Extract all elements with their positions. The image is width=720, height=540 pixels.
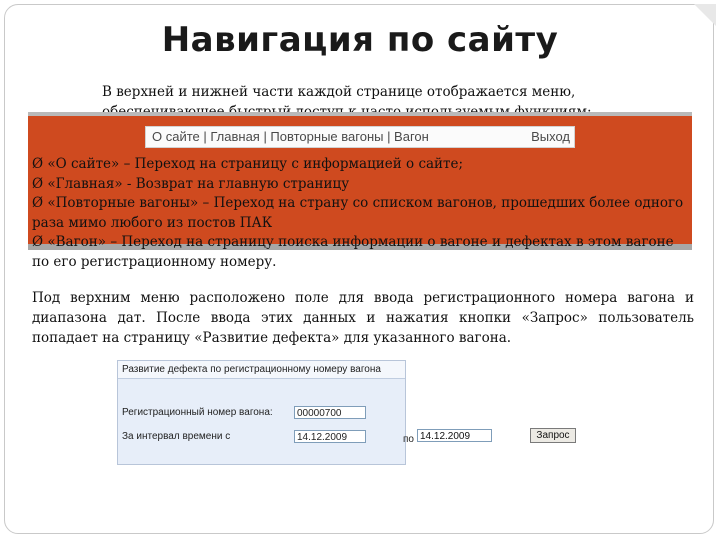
date-to-input[interactable]: 14.12.2009 <box>417 429 492 442</box>
date-range-label: За интервал времени с <box>122 431 231 442</box>
bullet-list <box>32 155 694 272</box>
intro-text: В верхней и нижней части каждой странице отображается меню, <box>102 84 576 100</box>
date-to-label: по <box>403 434 414 445</box>
menu-exit-link[interactable]: Выход <box>531 129 570 144</box>
site-menu-bar <box>145 126 575 148</box>
date-from-input[interactable]: 14.12.2009 <box>294 430 366 443</box>
reg-number-input[interactable]: 00000700 <box>294 406 366 419</box>
reg-number-label: Регистрационный номер вагона: <box>122 407 273 418</box>
bullet-repeat-wagons: Ø «Повторные вагоны» – Переход на страну со списком вагонов, прошедших более одного раза мимо любого из постов ПАК <box>32 195 684 231</box>
description-paragraph: Под верхним меню расположено поле для ввода регистрационного номера вагона и диапазона дат. После ввода этих данных и нажатия кнопки «Запрос» пользователь попадает на страницу «Развитие дефекта» для указанного вагона. <box>32 290 694 346</box>
menu-links[interactable]: О сайте | Главная | Повторные вагоны | Вагон <box>152 129 429 144</box>
bullet-wagon: Ø «Вагон» – Переход на страницу поиска информации о вагоне и дефектах в этом вагоне по его регистрационному номеру. <box>32 234 674 270</box>
query-button[interactable]: Запрос <box>530 428 576 443</box>
bullet-about: Ø «О сайте» – Переход на страницу с информацией о сайте; <box>32 156 464 172</box>
form-header-title: Развитие дефекта по регистрационному номеру вагона <box>122 364 381 375</box>
search-form-screenshot <box>117 360 414 465</box>
slide-title: Навигация по сайту <box>161 20 559 60</box>
bullet-home: Ø «Главная» - Возврат на главную страницу <box>32 175 350 192</box>
form-header <box>118 361 405 379</box>
